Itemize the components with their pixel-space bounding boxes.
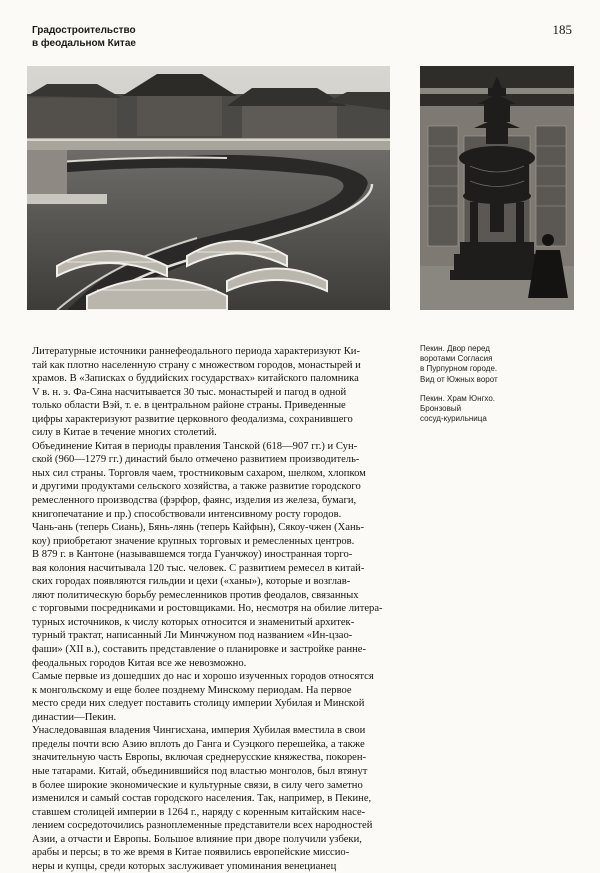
paragraph-4 bbox=[32, 724, 390, 873]
text-line: арабы и персы; в то же время в Китае появились европейские миссио- bbox=[32, 847, 350, 859]
text-line: тай как плотно населенную страну с множеством городов, монастырей и bbox=[32, 359, 361, 371]
caption-line: в Пурпурном городе. bbox=[420, 364, 498, 374]
text-line: с торговыми посредниками и ростовщиками. Но, несмотря на обилие литера- bbox=[32, 603, 383, 615]
text-line: изменился и самый состав городского населения. Так, например, в Пекине, bbox=[32, 793, 372, 805]
caption-line: воротами Согласия bbox=[420, 354, 493, 364]
text-line: книгопечатание и пр.) способствовали интенсивному росту городов. bbox=[32, 508, 342, 520]
caption-courtyard bbox=[420, 344, 580, 385]
running-head-line-1: Градостроительство bbox=[32, 25, 136, 36]
text-line: ные татарами. Китай, объединившийся под властью монголов, был втянут bbox=[32, 765, 368, 777]
text-line: и другими продуктами сельского хозяйства, а также развитие городского bbox=[32, 481, 361, 493]
text-line: династии—Пекин. bbox=[32, 711, 117, 723]
caption-line: Пекин. Двор перед bbox=[420, 344, 490, 353]
text-line: В 879 г. в Кантоне (называвшемся тогда Гуанчжоу) иностранная торго- bbox=[32, 549, 353, 561]
text-line: цифры характеризуют развитие церковного феодализма, сохранившего bbox=[32, 413, 353, 425]
text-line: Объединение Китая в периоды правления Танской (618—907 гг.) и Сун- bbox=[32, 440, 358, 452]
text-line: в более широкие экономические и культурные связи, в силу чего заметно bbox=[32, 779, 363, 791]
text-line: турных источников, к числу которых относится и знаменитый архитек- bbox=[32, 616, 355, 628]
text-line: значительную часть Европы, включая среднерусские княжества, покорен- bbox=[32, 752, 367, 764]
incense-burner-photo-icon bbox=[420, 66, 574, 310]
running-head-line-2: в феодальном Китае bbox=[32, 38, 136, 49]
text-line: к монгольскому и еще более позднему Минскому периодам. На первое bbox=[32, 684, 352, 696]
text-line: коу) приобретают значение крупных торговых и ремесленных центров. bbox=[32, 535, 355, 547]
text-line: неры и купцы, среди которых заслуживает упоминания венецианец bbox=[32, 860, 337, 872]
text-line: V в. н. э. Фа-Сяна насчитывается 30 тыс. монастырей и пагод в одной bbox=[32, 386, 347, 398]
paragraph-2 bbox=[32, 440, 390, 670]
bronze-incense-burner-photo bbox=[420, 66, 574, 310]
text-line: место среди них следует поставить столицу империи Хубилая и Минской bbox=[32, 698, 365, 710]
text-line: Азии, а отчасти и Европы. Большое влияние при дворе получили узбеки, bbox=[32, 833, 362, 845]
body-text bbox=[32, 345, 390, 873]
paragraph-3 bbox=[32, 670, 390, 724]
text-line: ставшем столицей империи в 1264 г., наряду с коренным китайским насе- bbox=[32, 806, 366, 818]
page-number: 185 bbox=[552, 22, 572, 37]
text-line: феодальных городов Китая все же невозможно. bbox=[32, 657, 247, 669]
text-line: Самые первые из дошедших до нас и хорошо изученных городов относятся bbox=[32, 671, 374, 683]
photo-captions bbox=[420, 344, 580, 433]
text-line: лением сосредоточились разноплеменные представители всех народностей bbox=[32, 820, 373, 832]
running-head bbox=[32, 24, 136, 50]
text-line: только области Вэй, т. е. в центральном районе страны. Приведенные bbox=[32, 400, 346, 412]
text-line: ляют политическую борьбу ремесленников против феодалов, связанных bbox=[32, 589, 359, 601]
text-line: фаши» (XII в.), составить представление о планировке и застройке ранне- bbox=[32, 644, 367, 656]
text-line: Унаследовавшая владения Чингисхана, империя Хубилая вместила в свои bbox=[32, 725, 366, 737]
text-line: турный трактат, написанный Ли Минчжуном под названием «Ин-цзао- bbox=[32, 630, 353, 642]
caption-incense-burner bbox=[420, 394, 580, 425]
caption-line: сосуд-курильница bbox=[420, 414, 487, 424]
text-line: Литературные источники раннефеодального периода характеризуют Ки- bbox=[32, 346, 360, 357]
caption-line: Пекин. Храм Юнгхо. bbox=[420, 393, 495, 403]
text-line: пределы почти всю Азию вплоть до Ганга и Суэцкого перешейка, а также bbox=[32, 738, 365, 750]
text-line: ных сил страны. Торговля чаем, тростниковым сахаром, шелком, хлопком bbox=[32, 467, 366, 479]
forbidden-city-courtyard-bridges-photo bbox=[27, 66, 390, 310]
paragraph-1 bbox=[32, 345, 390, 440]
text-line: вая колония насчитывала 120 тыс. человек. С развитием ремесел в китай- bbox=[32, 562, 365, 574]
text-line: силу в Китае в течение многих столетий. bbox=[32, 427, 217, 439]
caption-line: Бронзовый bbox=[420, 404, 462, 414]
caption-line: Вид от Южных ворот bbox=[420, 374, 498, 384]
text-line: храмов. В «Записках о буддийских государствах» китайского паломника bbox=[32, 373, 359, 385]
text-line: Чань-ань (теперь Сиань), Бянь-лянь (теперь Кайфын), Сякоу-чжен (Хань- bbox=[32, 522, 365, 534]
courtyard-photo-icon bbox=[27, 66, 390, 310]
text-line: ских городах появляются гильдии и цехи («ханы»), которые и возглав- bbox=[32, 576, 351, 588]
text-line: ремесленного производства (фэрфор, фаянс, изделия из железа, бумаги, bbox=[32, 495, 357, 507]
text-line: ской (960—1279 гг.) династий было отмечено развитием производитель- bbox=[32, 454, 360, 466]
